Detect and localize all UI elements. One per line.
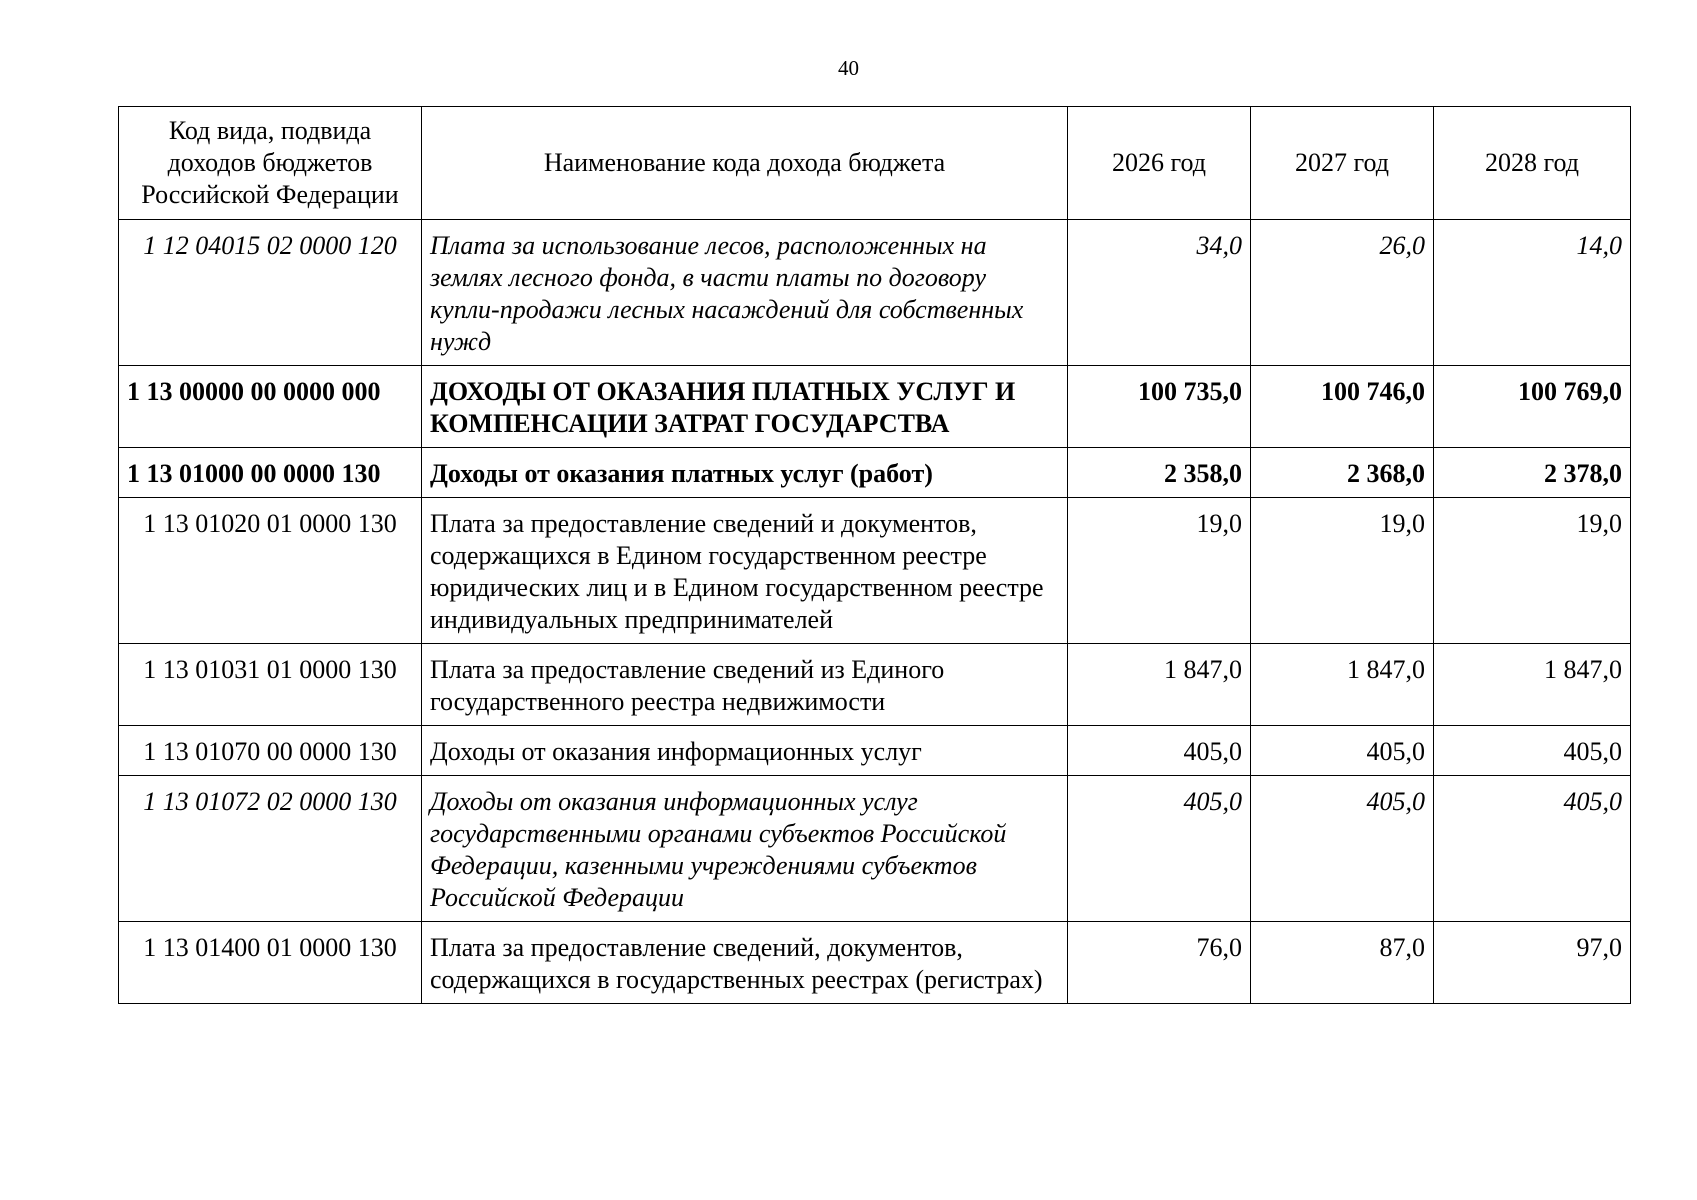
table-row <box>119 644 1631 726</box>
cell-name: Плата за предоставление сведений и документов, содержащихся в Едином государственном реестре юридических лиц и в Едином государственном реестре индивидуальных предпринимателей <box>422 498 1068 644</box>
table-row <box>119 366 1631 448</box>
table-row <box>119 726 1631 776</box>
page-number: 40 <box>838 56 859 80</box>
cell-2026: 405,0 <box>1068 776 1251 922</box>
cell-name: ДОХОДЫ ОТ ОКАЗАНИЯ ПЛАТНЫХ УСЛУГ И КОМПЕНСАЦИИ ЗАТРАТ ГОСУДАРСТВА <box>422 366 1068 448</box>
cell-2026: 34,0 <box>1068 220 1251 366</box>
cell-2027: 87,0 <box>1251 922 1434 1004</box>
cell-name: Доходы от оказания информационных услуг государственными органами субъектов Российской Федерации, казенными учреждениями субъектов Российской Федерации <box>422 776 1068 922</box>
table-row <box>119 448 1631 498</box>
header-2028: 2028 год <box>1434 107 1631 220</box>
cell-2027: 2 368,0 <box>1251 448 1434 498</box>
cell-2026: 2 358,0 <box>1068 448 1251 498</box>
cell-code: 1 13 01072 02 0000 130 <box>119 776 422 922</box>
cell-2026: 1 847,0 <box>1068 644 1251 726</box>
cell-2026: 76,0 <box>1068 922 1251 1004</box>
cell-code: 1 13 00000 00 0000 000 <box>119 366 422 448</box>
cell-2028: 2 378,0 <box>1434 448 1631 498</box>
cell-name: Плата за предоставление сведений из Единого государственного реестра недвижимости <box>422 644 1068 726</box>
cell-2027: 1 847,0 <box>1251 644 1434 726</box>
cell-name: Доходы от оказания платных услуг (работ) <box>422 448 1068 498</box>
cell-code: 1 13 01020 01 0000 130 <box>119 498 422 644</box>
cell-name: Плата за использование лесов, расположенных на землях лесного фонда, в части платы по договору купли-продажи лесных насаждений для собственных нужд <box>422 220 1068 366</box>
header-2026: 2026 год <box>1068 107 1251 220</box>
cell-2026: 100 735,0 <box>1068 366 1251 448</box>
cell-2027: 26,0 <box>1251 220 1434 366</box>
cell-2027: 100 746,0 <box>1251 366 1434 448</box>
cell-2028: 405,0 <box>1434 776 1631 922</box>
cell-2027: 19,0 <box>1251 498 1434 644</box>
cell-code: 1 13 01400 01 0000 130 <box>119 922 422 1004</box>
cell-2026: 405,0 <box>1068 726 1251 776</box>
header-code: Код вида, подвида доходов бюджетов Российской Федерации <box>119 107 422 220</box>
cell-2027: 405,0 <box>1251 776 1434 922</box>
cell-code: 1 12 04015 02 0000 120 <box>119 220 422 366</box>
cell-2027: 405,0 <box>1251 726 1434 776</box>
table-body <box>119 220 1631 1004</box>
cell-2026: 19,0 <box>1068 498 1251 644</box>
cell-code: 1 13 01070 00 0000 130 <box>119 726 422 776</box>
table-row <box>119 220 1631 366</box>
table-row <box>119 922 1631 1004</box>
table-row <box>119 776 1631 922</box>
cell-2028: 100 769,0 <box>1434 366 1631 448</box>
cell-name: Плата за предоставление сведений, документов, содержащихся в государственных реестрах (регистрах) <box>422 922 1068 1004</box>
table-header-row <box>119 107 1631 220</box>
table-row <box>119 498 1631 644</box>
cell-code: 1 13 01000 00 0000 130 <box>119 448 422 498</box>
cell-2028: 1 847,0 <box>1434 644 1631 726</box>
cell-code: 1 13 01031 01 0000 130 <box>119 644 422 726</box>
cell-2028: 405,0 <box>1434 726 1631 776</box>
cell-2028: 19,0 <box>1434 498 1631 644</box>
header-name: Наименование кода дохода бюджета <box>422 107 1068 220</box>
cell-2028: 14,0 <box>1434 220 1631 366</box>
cell-2028: 97,0 <box>1434 922 1631 1004</box>
cell-name: Доходы от оказания информационных услуг <box>422 726 1068 776</box>
header-2027: 2027 год <box>1251 107 1434 220</box>
revenue-table <box>118 106 1631 1004</box>
